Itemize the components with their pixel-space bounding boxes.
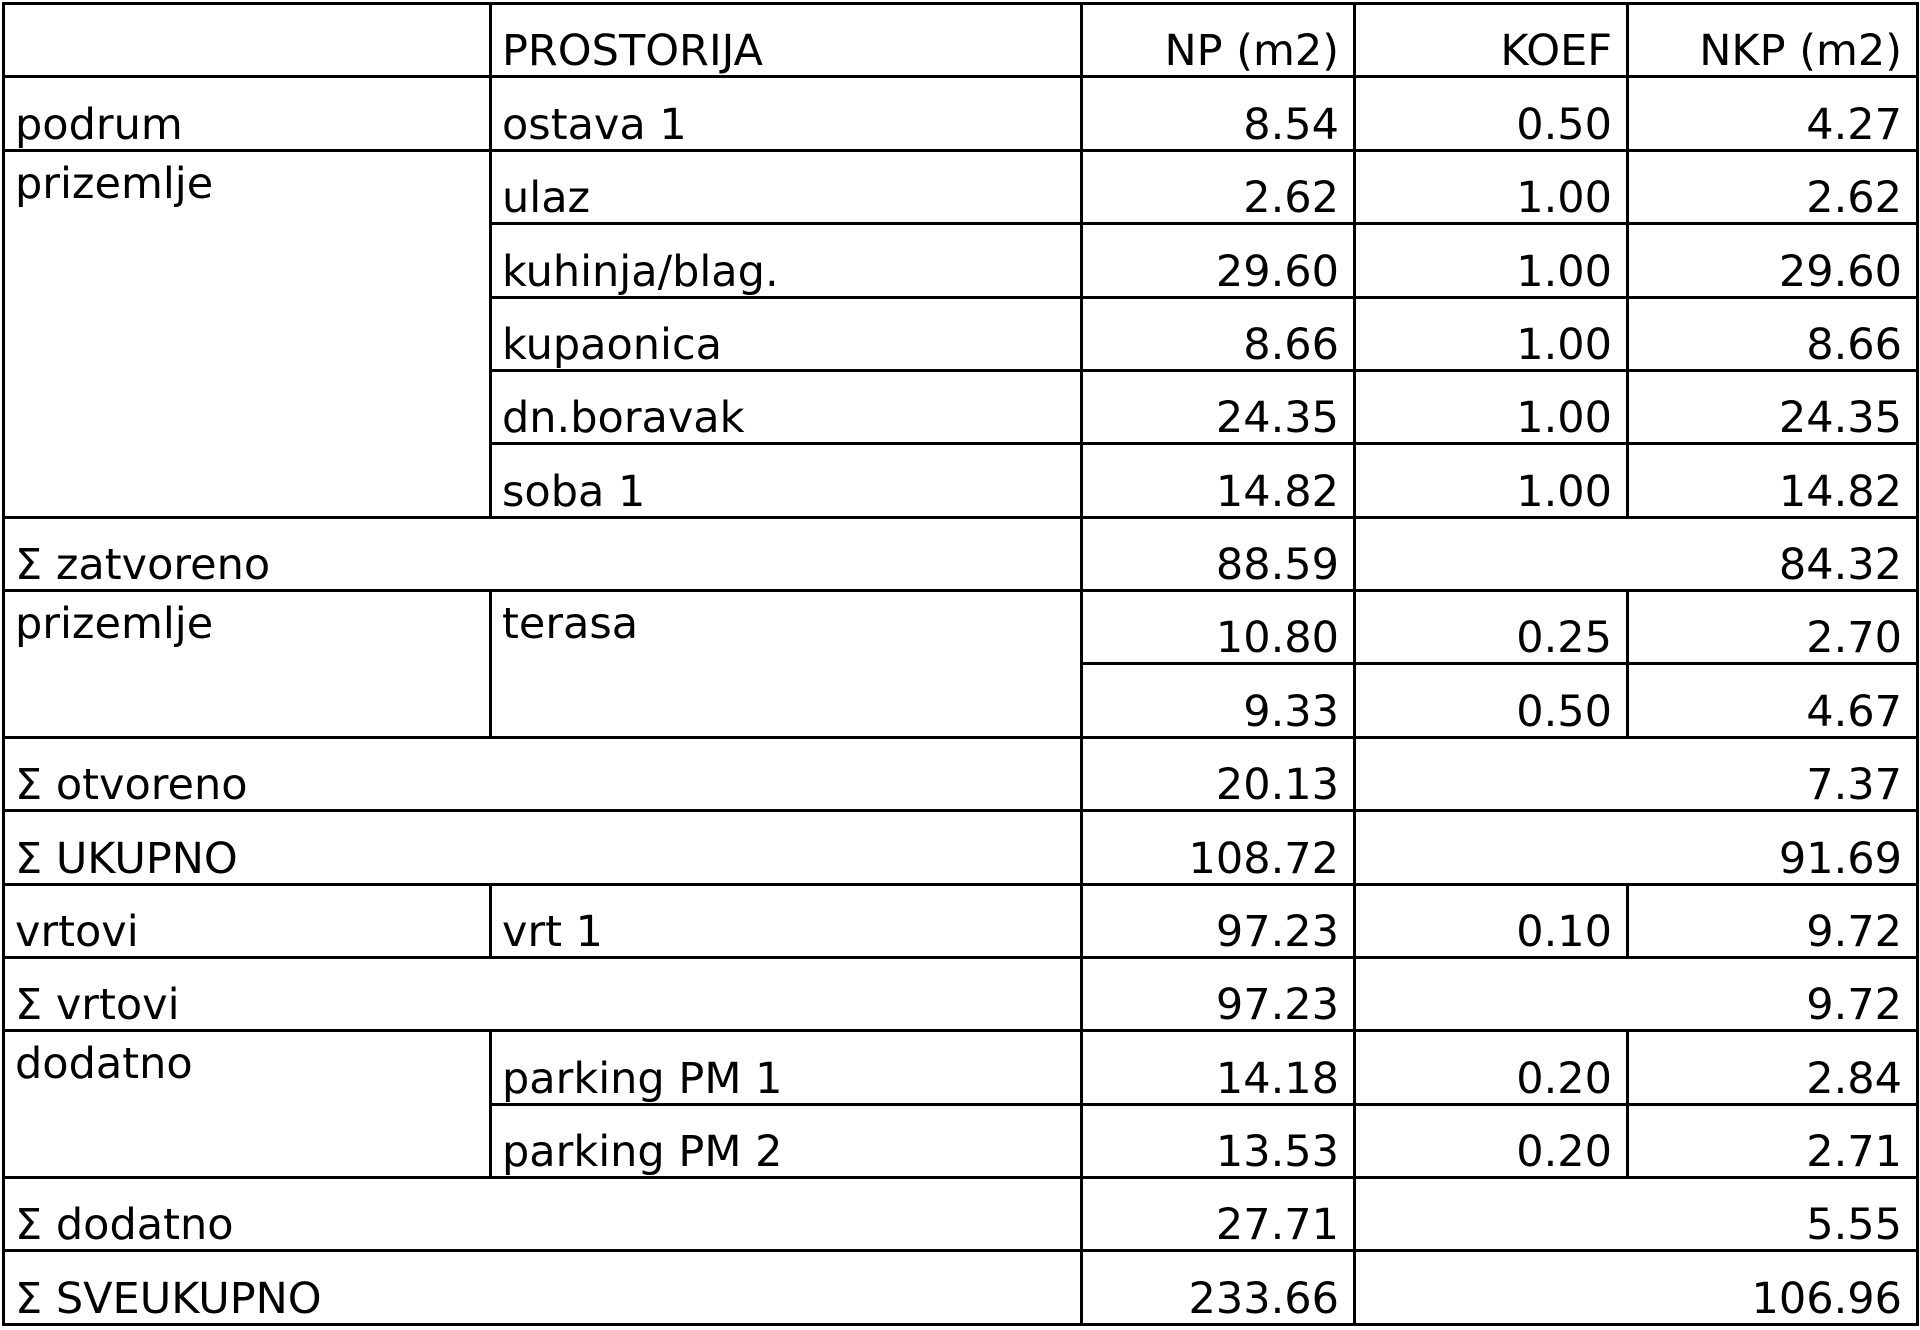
subtotal-np: 20.13 [1082,737,1355,810]
subtotal-nkp: 84.32 [1355,517,1918,590]
grand-total-np: 233.66 [1082,1251,1355,1325]
np-cell: 14.82 [1082,444,1355,517]
koef-cell: 0.20 [1355,1031,1628,1104]
room-cell: ostava 1 [491,77,1082,150]
subtotal-row [4,1178,1918,1251]
floor-cell: prizemlje [4,150,491,517]
nkp-cell: 4.27 [1628,77,1918,150]
koef-cell: 1.00 [1355,150,1628,223]
header-koef-cell: KOEF [1355,4,1628,77]
total-nkp: 91.69 [1355,811,1918,884]
grand-total-row [4,1251,1918,1325]
room-cell: kuhinja/blag. [491,224,1082,297]
koef-cell: 1.00 [1355,297,1628,370]
np-cell: 9.33 [1082,664,1355,737]
header-room-cell: PROSTORIJA [491,4,1082,77]
subtotal-np: 88.59 [1082,517,1355,590]
nkp-cell: 29.60 [1628,224,1918,297]
subtotal-nkp: 9.72 [1355,957,1918,1030]
room-cell: kupaonica [491,297,1082,370]
nkp-cell: 8.66 [1628,297,1918,370]
koef-cell: 0.20 [1355,1104,1628,1177]
koef-cell: 0.25 [1355,591,1628,664]
nkp-cell: 24.35 [1628,370,1918,443]
np-cell: 14.18 [1082,1031,1355,1104]
nkp-cell: 14.82 [1628,444,1918,517]
table-row [4,150,1918,223]
subtotal-label: Σ otvoreno [4,737,1082,810]
subtotal-row [4,737,1918,810]
room-cell: vrt 1 [491,884,1082,957]
total-label: Σ UKUPNO [4,811,1082,884]
header-row [4,4,1918,77]
room-cell: dn.boravak [491,370,1082,443]
header-np-cell: NP (m2) [1082,4,1355,77]
np-cell: 10.80 [1082,591,1355,664]
room-cell: parking PM 1 [491,1031,1082,1104]
table-row [4,1031,1918,1104]
header-nkp-cell: NKP (m2) [1628,4,1918,77]
room-cell: ulaz [491,150,1082,223]
floor-cell: dodatno [4,1031,491,1178]
floor-cell: podrum [4,77,491,150]
np-cell: 8.54 [1082,77,1355,150]
koef-cell: 1.00 [1355,444,1628,517]
subtotal-row [4,957,1918,1030]
floor-cell: prizemlje [4,591,491,738]
np-cell: 24.35 [1082,370,1355,443]
grand-total-label: Σ SVEUKUPNO [4,1251,1082,1325]
room-cell: soba 1 [491,444,1082,517]
nkp-cell: 2.71 [1628,1104,1918,1177]
koef-cell: 0.10 [1355,884,1628,957]
subtotal-label: Σ vrtovi [4,957,1082,1030]
nkp-cell: 9.72 [1628,884,1918,957]
table-row [4,884,1918,957]
subtotal-nkp: 5.55 [1355,1178,1918,1251]
subtotal-nkp: 7.37 [1355,737,1918,810]
nkp-cell: 2.84 [1628,1031,1918,1104]
area-calculation-table [2,2,1919,1326]
nkp-cell: 4.67 [1628,664,1918,737]
room-cell: terasa [491,591,1082,738]
table-row [4,77,1918,150]
subtotal-label: Σ dodatno [4,1178,1082,1251]
koef-cell: 1.00 [1355,224,1628,297]
np-cell: 8.66 [1082,297,1355,370]
subtotal-row [4,517,1918,590]
subtotal-np: 97.23 [1082,957,1355,1030]
nkp-cell: 2.70 [1628,591,1918,664]
table-row [4,591,1918,664]
np-cell: 29.60 [1082,224,1355,297]
subtotal-label: Σ zatvoreno [4,517,1082,590]
floor-cell: vrtovi [4,884,491,957]
koef-cell: 0.50 [1355,664,1628,737]
total-np: 108.72 [1082,811,1355,884]
koef-cell: 1.00 [1355,370,1628,443]
subtotal-np: 27.71 [1082,1178,1355,1251]
header-floor-cell [4,4,491,77]
room-cell: parking PM 2 [491,1104,1082,1177]
total-row [4,811,1918,884]
np-cell: 13.53 [1082,1104,1355,1177]
np-cell: 2.62 [1082,150,1355,223]
koef-cell: 0.50 [1355,77,1628,150]
grand-total-nkp: 106.96 [1355,1251,1918,1325]
np-cell: 97.23 [1082,884,1355,957]
nkp-cell: 2.62 [1628,150,1918,223]
